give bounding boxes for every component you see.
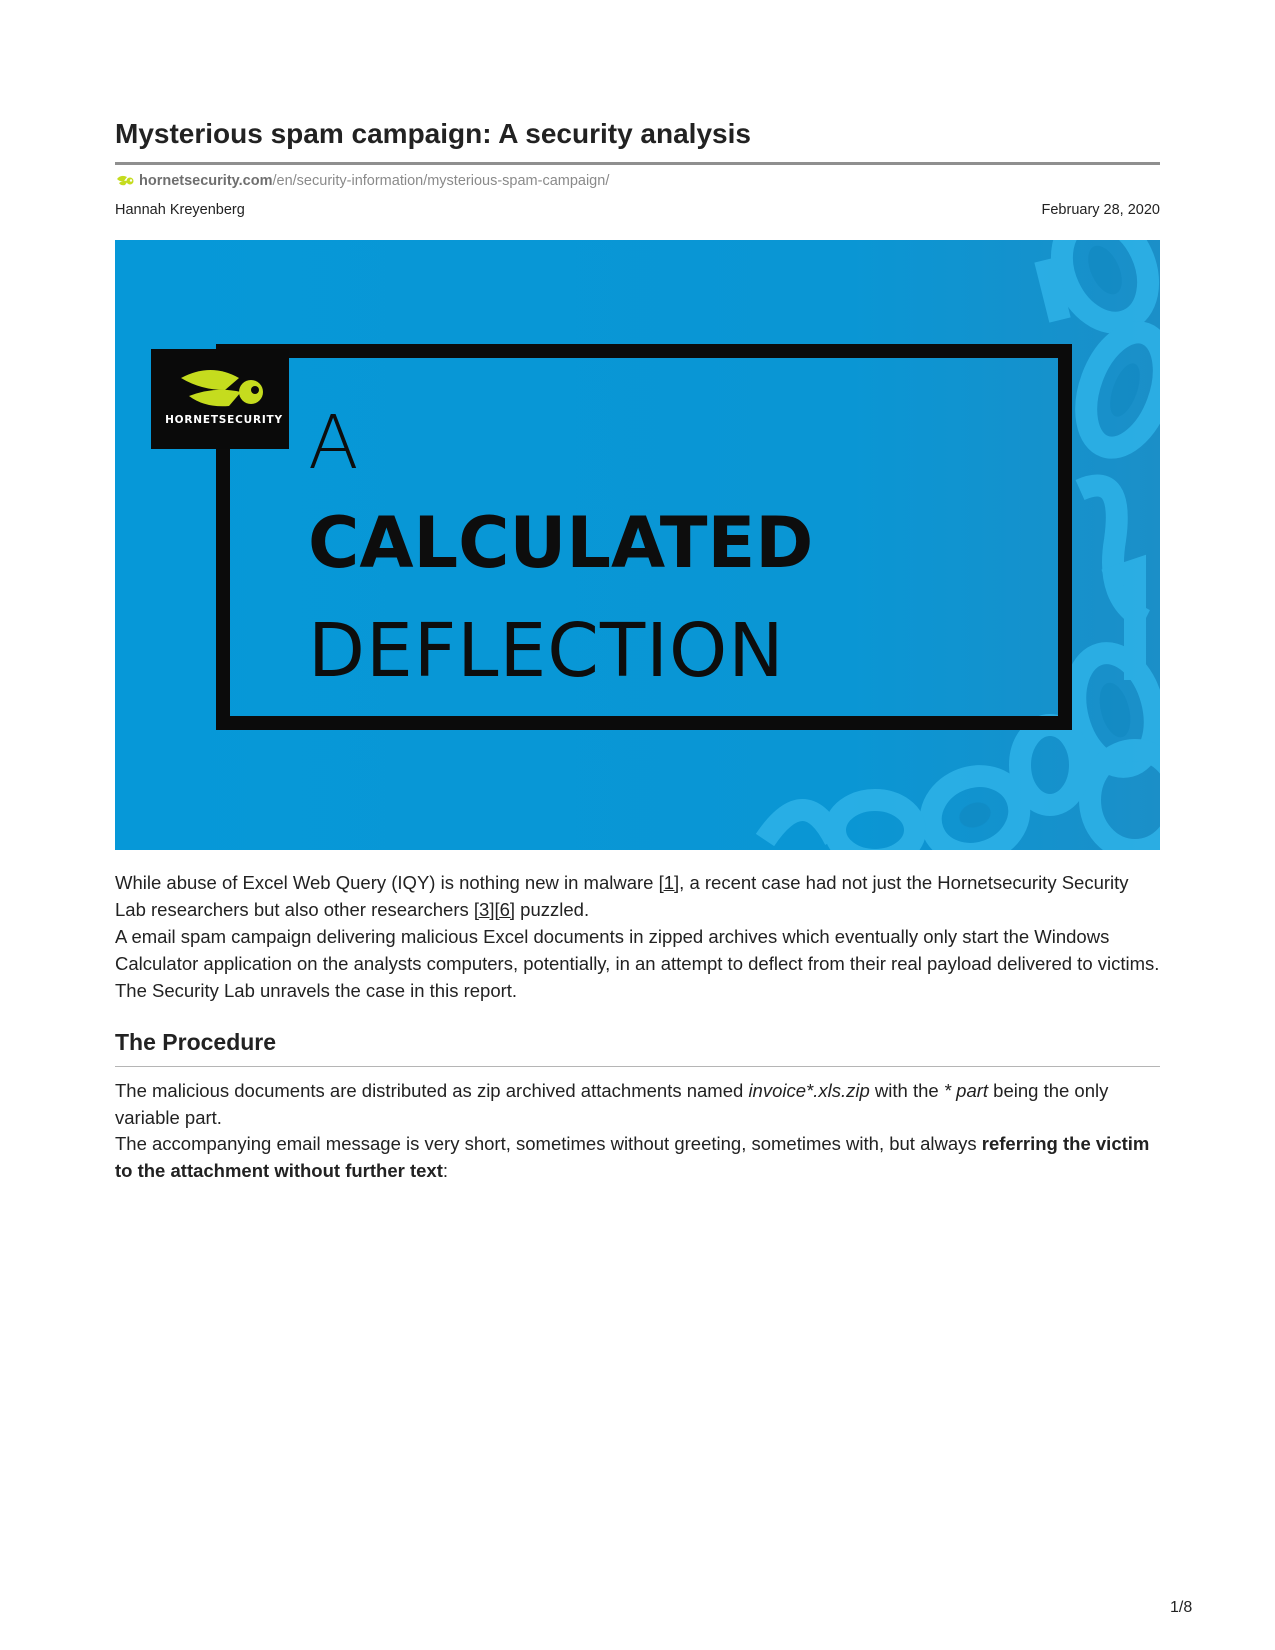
intro-text: While abuse of Excel Web Query (IQY) is nothing new in malware [115,872,659,893]
hero-line-deflection: DEFLECTION [308,608,785,694]
hero-logo-text: HORNETSECURITY [165,414,283,426]
procedure-paragraph-1 [115,1077,1160,1131]
procedure-text: : [442,1160,449,1181]
emphasis-text: referring the victim to the attachment without further text [115,1133,1150,1181]
intro-paragraph-1 [115,869,1160,923]
byline [115,202,1160,218]
procedure-paragraph-2 [115,1130,1160,1184]
author: Hannah Kreyenberg [115,202,245,218]
procedure-text: The malicious documents are distributed as zip archived attachments named [115,1080,749,1101]
source-link[interactable] [115,171,609,191]
attachment-filename: invoice*.xls.zip [748,1080,870,1101]
article-title: Mysterious spam campaign: A security analysis [115,118,751,149]
procedure-text: being the only variable part. [115,1080,1109,1128]
hornet-favicon-icon [115,171,135,191]
reference-link-1[interactable]: [1] [658,872,680,893]
intro-paragraph-2: A email spam campaign delivering malicious Excel documents in zipped archives which eventually only start the Windows Calculator application on the analysts computers, potentially, in an attempt to deflect from their real payload delivered to victims. The Security Lab unravels the case in this report. [115,926,1160,1001]
section-heading-procedure: The Procedure [115,1029,277,1055]
hero-line-calculated: CALCULATED [308,502,814,584]
procedure-text: The accompanying email message is very short, sometimes without greeting, sometimes with, but always [115,1133,982,1154]
publish-date: February 28, 2020 [1041,202,1160,218]
procedure-text: with the [869,1080,944,1101]
reference-link-3[interactable]: [3] [473,899,495,920]
reference-link-6[interactable]: [6] [494,899,516,920]
source-path[interactable]: /en/security-information/mysterious-spam-campaign/ [272,173,610,189]
hero-image [115,240,1160,850]
source-domain[interactable]: hornetsecurity.com [139,173,273,189]
title-divider [115,162,1160,165]
page-number: 1/8 [1170,1599,1193,1616]
intro-text: puzzled. [515,899,590,920]
variable-part: * part [943,1080,989,1101]
section-divider [115,1066,1160,1067]
hero-line-a: A [308,400,360,486]
intro-text: , a recent case had not just the Hornetsecurity Security Lab researchers but also other researchers [115,872,1129,920]
